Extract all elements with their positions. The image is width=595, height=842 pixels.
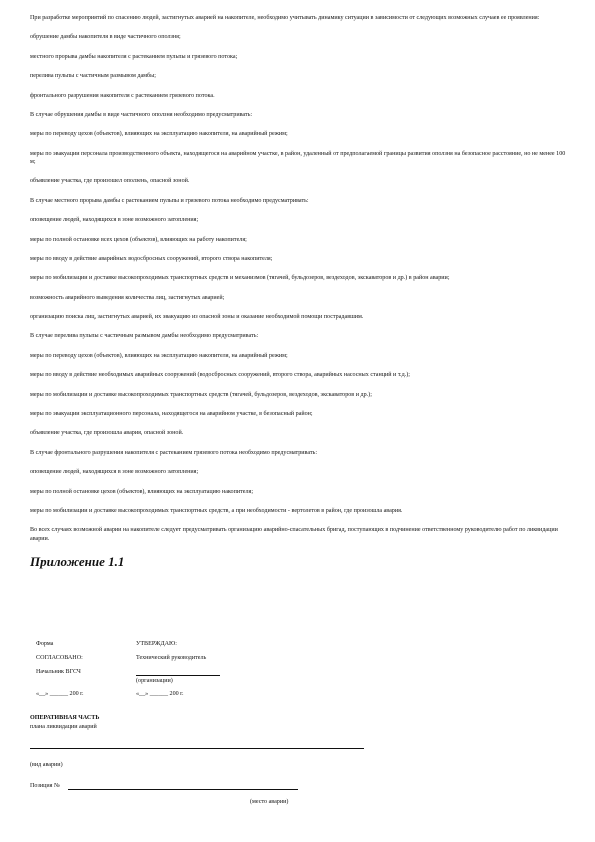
- position-line: [68, 789, 298, 790]
- head-label: Начальник ВГСЧ: [36, 669, 81, 675]
- paragraph: меры по мобилизации и доставке высокопроходимых транспортных средств и механизмов (тягачей, бульдозеров, вездеходов, экскаваторов и др.) в район аварии;: [30, 275, 450, 282]
- paragraph: меры по переводу цехов (объектов), влияющих на эксплуатацию накопителя, на аварийный режим;: [30, 352, 288, 359]
- operative-part-label: ОПЕРАТИВНАЯ ЧАСТЬ: [30, 715, 100, 721]
- paragraph: объявление участка, где произошла авария, опасной зоной.: [30, 430, 184, 437]
- date-left: «__» ______ 200 г.: [36, 691, 84, 697]
- accident-place-label: (место аварии): [250, 799, 289, 805]
- paragraph: меры по переводу цехов (объектов), влияющих на эксплуатацию накопителя, на аварийный режим;: [30, 131, 288, 138]
- paragraph: меры по мобилизации и доставке высокопроходимых транспортных средств, а при необходимости - вертолетов в район, где произошла авария.: [30, 507, 403, 514]
- paragraph: В случае перелива пульпы с частичным размывом дамбы необходимо предусматривать:: [30, 333, 259, 340]
- paragraph: перелива пульпы с частичным размывом дамбы;: [30, 73, 156, 80]
- paragraph: меры по эвакуации эксплуатационного персонала, находящегося на аварийном участке, в безопасный район;: [30, 411, 313, 418]
- agreed-label: СОГЛАСОВАНО:: [36, 655, 83, 661]
- paragraph: оповещение людей, находящихся в зоне возможного затопления;: [30, 469, 199, 476]
- paragraph: В случае фронтального разрушения накопителя с растеканием грязевого потока необходимо предусматривать:: [30, 449, 318, 456]
- paragraph: меры по полной остановке всех цехов (объектов), влияющих на работу накопителя;: [30, 236, 247, 243]
- paragraph: меры по эвакуации персонала производственного объекта, находящегося на аварийном участке, в район, удаленный от предполагаемой границы развития оползня на безопасное расстояние, но не менее 100 м;: [30, 150, 566, 165]
- paragraph: В случае обрушения дамбы в виде частичного оползня необходимо предусматривать:: [30, 111, 253, 118]
- plan-label: плана ликвидации аварий: [30, 724, 97, 730]
- document-body: [30, 14, 566, 579]
- date-right: «__» ______ 200 г.: [136, 691, 184, 697]
- accident-type-line: [30, 748, 364, 749]
- paragraph: объявление участка, где произошел оползень, опасной зоной.: [30, 178, 190, 185]
- paragraph: местного прорыва дамбы накопителя с растеканием пульпы и грязевого потока;: [30, 53, 238, 60]
- paragraph: организацию поиска лиц, застигнутых аварией, их эвакуацию из опасной зоны и оказание необходимой помощи пострадавшим.: [30, 314, 364, 321]
- paragraph: возможность аварийного выведения количества лиц, застигнутых аварией;: [30, 294, 225, 301]
- position-label: Позиция №: [30, 783, 60, 789]
- paragraph: обрушение дамбы накопителя в виде частичного оползня;: [30, 34, 181, 41]
- paragraph: При разработке мероприятий по спасению людей, застигнутых аварией на накопителе, необходимо учитывать динамику ситуации в зависимости от следующих возможных случаев ее проявления:: [30, 15, 540, 21]
- accident-type-label: (вид аварии): [30, 762, 63, 768]
- signature-line: [136, 675, 220, 676]
- paragraph: оповещение людей, находящихся в зоне возможного затопления;: [30, 217, 199, 224]
- form-label: Форма: [36, 641, 54, 647]
- org-label: (организации): [136, 678, 173, 684]
- paragraph: меры по вводу в действие аварийных водосбросных сооружений, второго створа накопителя;: [30, 255, 273, 262]
- paragraph: меры по мобилизации и доставке высокопроходимых транспортных средств (тягачей, бульдозеров, вездеходов, экскаваторов и др.);: [30, 391, 372, 398]
- tech-head-label: Технический руководитель: [136, 655, 207, 661]
- approved-label: УТВЕРЖДАЮ:: [136, 641, 177, 647]
- paragraph: меры по вводу в действие необходимых аварийных сооружений (водосбросных сооружений, второго створа, аварийных насосных станций и т.д.);: [30, 372, 410, 379]
- paragraph: В случае местного прорыва дамбы с растеканием пульпы и грязевого потока необходимо предусматривать:: [30, 197, 309, 204]
- paragraph: Во всех случаях возможной аварии на накопителе следует предусматривать организацию аварийно-спасательных бригад, поступающих в подчинение ответственному руководителю работ по ликвидации аварии.: [30, 527, 558, 542]
- appendix-title: Приложение 1.1: [30, 553, 125, 569]
- paragraph: фронтального разрушения накопителя с растеканием грязевого потока.: [30, 92, 215, 99]
- paragraph: меры по полной остановке цехов (объектов), влияющих на эксплуатацию накопителя;: [30, 488, 254, 495]
